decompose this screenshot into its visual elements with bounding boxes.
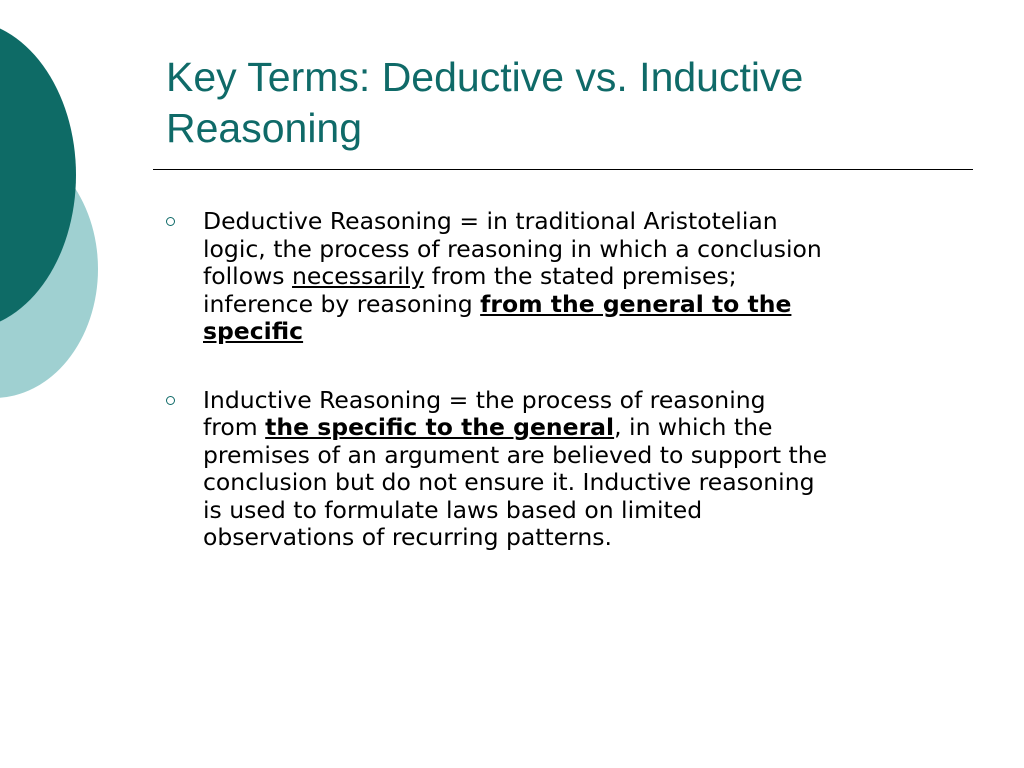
title-divider [153, 169, 973, 170]
text-run: logic, the process of reasoning in which a conclusion [203, 234, 822, 263]
emphasis-general-to-specific: from the general to the [480, 289, 792, 318]
bullet-list [164, 208, 974, 593]
text-run: , in which the [614, 413, 773, 441]
text-run: from [203, 413, 266, 441]
text-run: premises of an argument are believed to support the [203, 440, 828, 469]
hollow-circle-bullet-icon [166, 217, 175, 226]
text-run: from the stated premises; [424, 262, 737, 290]
title-line: Reasoning [166, 105, 363, 151]
text-run: inference by reasoning [203, 289, 481, 318]
text-line [203, 208, 974, 236]
text-run: Deductive Reasoning = in traditional Aristotelian [203, 207, 778, 235]
text-line [203, 318, 974, 346]
text-run: is used to formulate laws based on limited [203, 495, 703, 524]
bullet-inductive [164, 387, 974, 552]
emphasis-specific-to-general: the specific to the general [265, 413, 615, 441]
emphasis-necessarily: necessarily [292, 262, 425, 290]
text-line [203, 414, 974, 442]
bullet-deductive [164, 208, 974, 346]
text-line [203, 469, 974, 497]
text-run: follows [203, 262, 293, 290]
emphasis-general-to-specific: specific [203, 317, 304, 345]
text-line [203, 291, 974, 319]
text-line [203, 236, 974, 264]
text-line [203, 387, 974, 415]
text-line [203, 442, 974, 470]
hollow-circle-bullet-icon [166, 396, 175, 405]
text-line [203, 524, 974, 552]
title-line: Key Terms: Deductive vs. Inductive [166, 54, 804, 100]
text-line [203, 263, 974, 291]
text-line [203, 497, 974, 525]
slide-title [166, 52, 966, 154]
text-run: Inductive Reasoning = the process of reasoning [203, 385, 766, 414]
text-run: conclusion but do not ensure it. Inductive reasoning [203, 468, 815, 496]
text-run: observations of recurring patterns. [203, 523, 613, 551]
